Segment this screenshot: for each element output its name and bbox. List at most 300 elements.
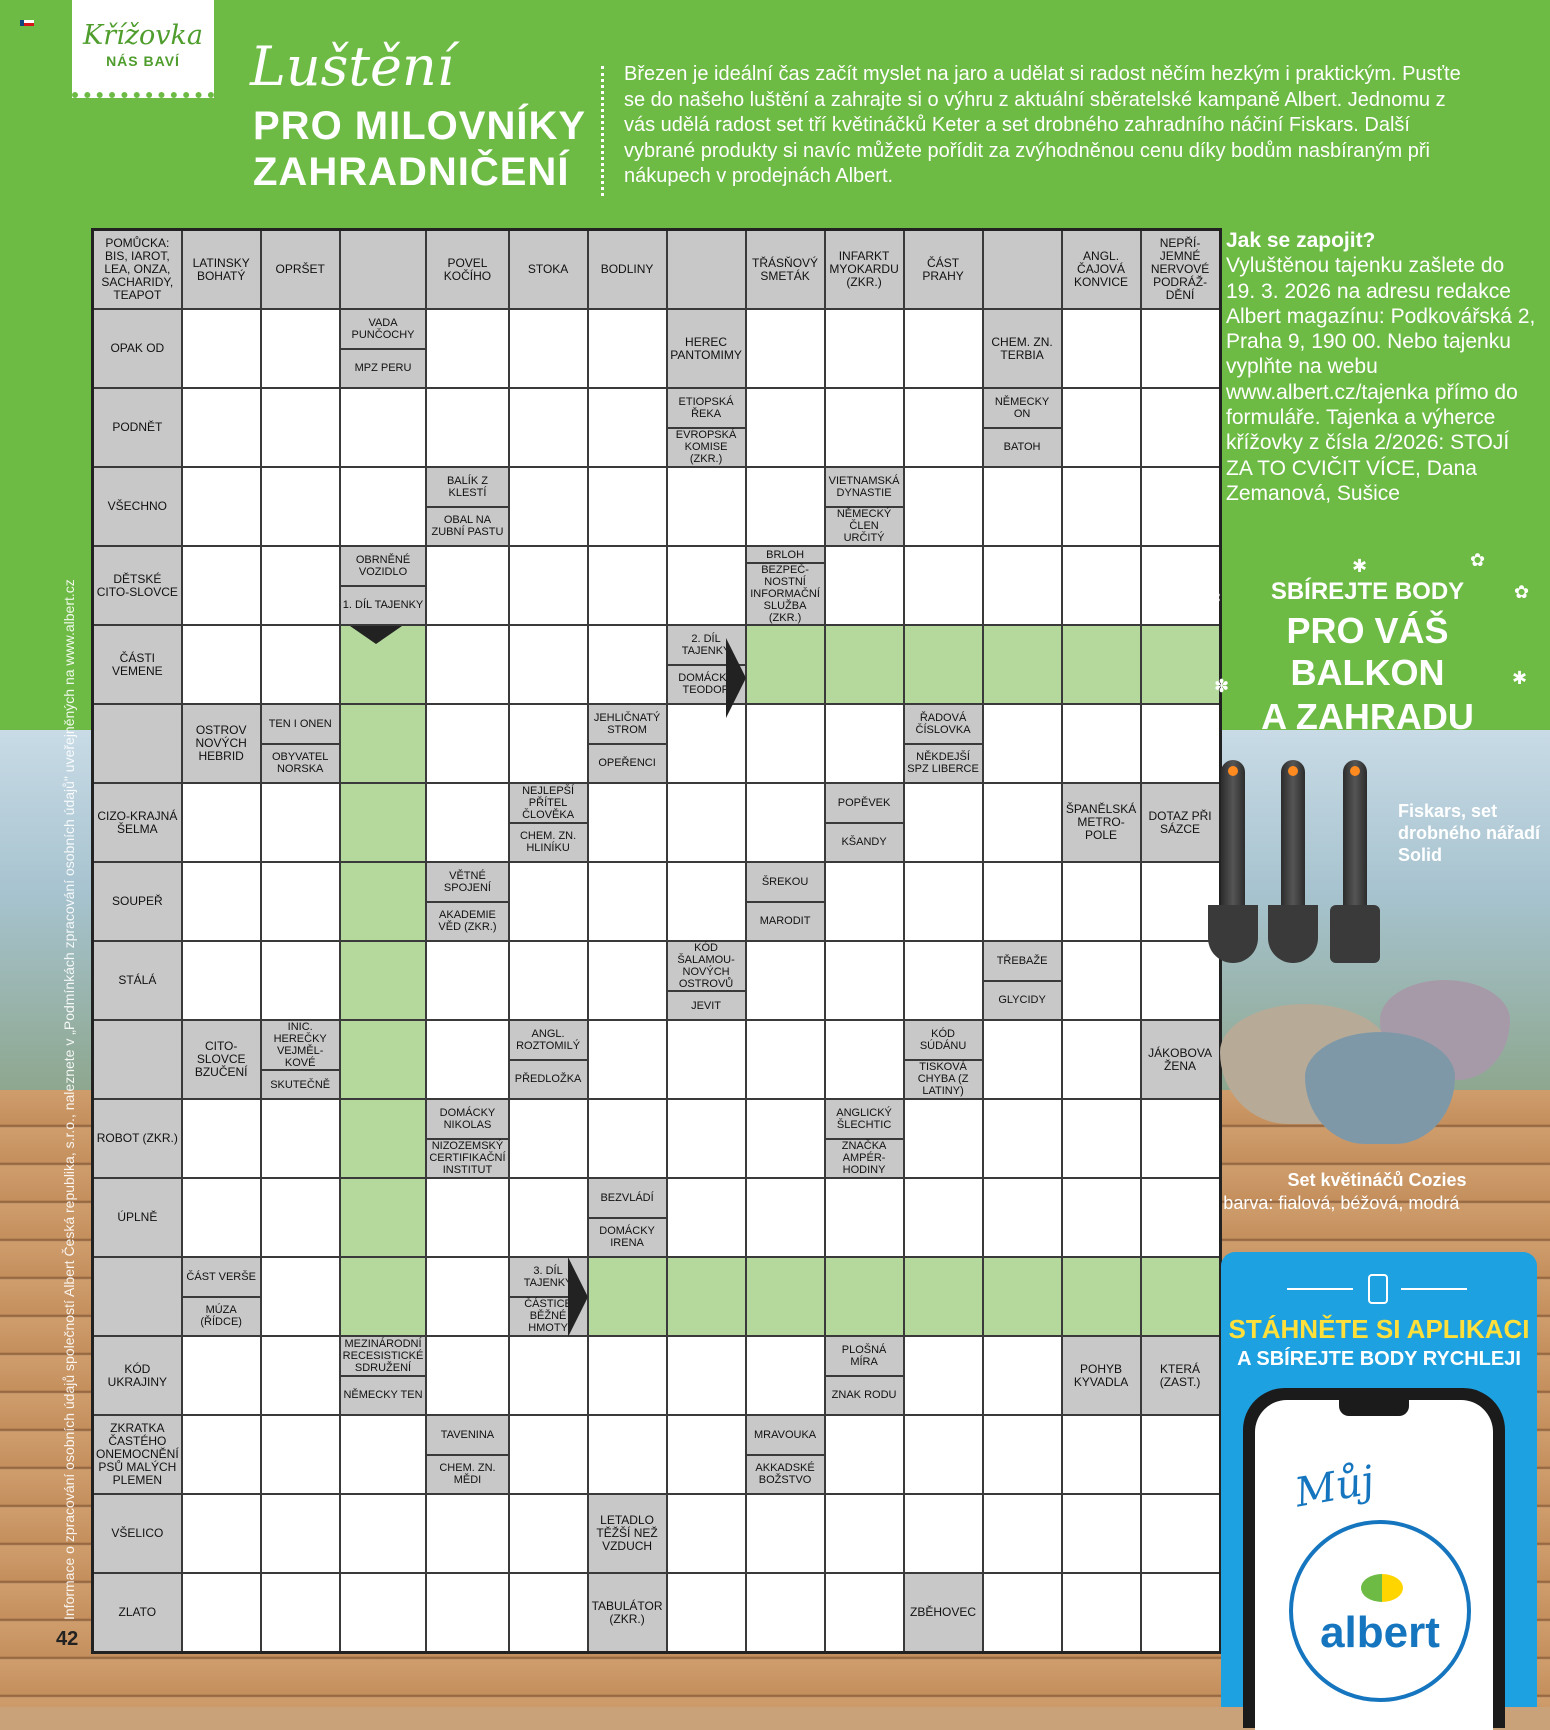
divider <box>1401 1288 1467 1290</box>
answer-cell[interactable] <box>983 783 1062 862</box>
clue-stack <box>668 942 745 1019</box>
answer-cell[interactable] <box>426 783 508 862</box>
answer-cell[interactable] <box>182 467 261 546</box>
answer-cell[interactable] <box>261 546 340 625</box>
clue-cell <box>93 1257 182 1336</box>
solution-cell[interactable] <box>1141 1257 1221 1336</box>
clue-cell <box>93 1415 182 1494</box>
answer-cell[interactable] <box>426 1573 508 1653</box>
answer-cell[interactable] <box>261 309 340 388</box>
answer-cell[interactable] <box>904 546 983 625</box>
clue-text: ZKRATKA ČASTÉHO ONEMOCNĚNÍ PSŮ MALÝCH PLEMEN <box>96 1421 179 1487</box>
answer-cell[interactable] <box>825 546 904 625</box>
points-promo <box>1205 578 1530 738</box>
clue-text: CHEM. ZN. HLINÍKU <box>510 822 587 862</box>
clue-stack <box>984 231 1061 308</box>
clue-text: INFARKT MYOKARDU (ZKR.) <box>829 249 899 289</box>
answer-cell[interactable] <box>261 783 340 862</box>
clue-text: POPĚVEK <box>837 796 891 809</box>
clue-text: NĚKDEJŠÍ SPZ LIBERCE <box>905 743 982 783</box>
clue-stack <box>1142 784 1219 861</box>
answer-cell[interactable] <box>426 704 508 783</box>
answer-cell[interactable] <box>904 309 983 388</box>
answer-cell[interactable] <box>426 941 508 1020</box>
answer-cell[interactable] <box>509 467 588 546</box>
answer-cell[interactable] <box>588 1099 667 1178</box>
answer-cell[interactable] <box>904 783 983 862</box>
solution-cell[interactable] <box>340 1020 427 1099</box>
answer-cell[interactable] <box>509 862 588 941</box>
answer-cell[interactable] <box>182 1573 261 1653</box>
clue-text: JEHLIČNATÝ STROM <box>593 711 661 736</box>
answer-cell[interactable] <box>588 467 667 546</box>
clue-stack <box>94 547 181 624</box>
answer-cell[interactable] <box>261 1336 340 1415</box>
answer-cell[interactable] <box>182 546 261 625</box>
clue-stack <box>262 231 339 308</box>
clue-cell <box>426 230 508 310</box>
answer-cell[interactable] <box>904 1178 983 1257</box>
answer-cell[interactable] <box>746 309 825 388</box>
answer-cell[interactable] <box>667 1099 746 1178</box>
answer-cell[interactable] <box>182 1336 261 1415</box>
answer-cell[interactable] <box>904 941 983 1020</box>
answer-cell[interactable] <box>667 1178 746 1257</box>
answer-cell[interactable] <box>182 309 261 388</box>
answer-cell[interactable] <box>1141 467 1221 546</box>
grid-row <box>93 1415 1221 1494</box>
answer-cell[interactable] <box>1062 467 1141 546</box>
clue-stack <box>94 310 181 387</box>
clue-text: VIETNAMSKÁ DYNASTIE <box>828 474 900 499</box>
clue-stack <box>94 1337 181 1414</box>
clue-text: NĚMECKY TEN <box>341 1375 426 1415</box>
solution-cell[interactable] <box>340 1099 427 1178</box>
clue-cell <box>93 783 182 862</box>
answer-cell[interactable] <box>746 388 825 467</box>
answer-cell[interactable] <box>825 388 904 467</box>
solution-cell[interactable] <box>340 1257 427 1336</box>
clue-text: STOKA <box>527 262 569 276</box>
answer-cell[interactable] <box>1141 1415 1221 1494</box>
clue-cell <box>426 1099 508 1178</box>
answer-cell[interactable] <box>983 1099 1062 1178</box>
answer-cell[interactable] <box>746 1099 825 1178</box>
answer-cell[interactable] <box>261 1415 340 1494</box>
clue-text: TAVENINA <box>440 1428 495 1441</box>
clue-cell <box>667 941 746 1020</box>
answer-cell[interactable] <box>667 467 746 546</box>
grid-row <box>93 704 1221 783</box>
star-icon: ✱ <box>1512 668 1528 688</box>
answer-cell[interactable] <box>1062 704 1141 783</box>
phone-notch <box>1339 1400 1409 1416</box>
answer-cell[interactable] <box>983 1336 1062 1415</box>
answer-cell[interactable] <box>426 1494 508 1573</box>
answer-cell[interactable] <box>1062 1178 1141 1257</box>
answer-cell[interactable] <box>983 862 1062 941</box>
answer-cell[interactable] <box>1062 1020 1141 1099</box>
answer-cell[interactable] <box>426 309 508 388</box>
tool-handle-ring <box>1350 766 1360 776</box>
answer-cell[interactable] <box>983 1573 1062 1653</box>
answer-cell[interactable] <box>825 309 904 388</box>
clue-stack <box>589 231 666 308</box>
answer-cell[interactable] <box>509 388 588 467</box>
answer-cell[interactable] <box>588 388 667 467</box>
answer-cell[interactable] <box>588 546 667 625</box>
clue-cell <box>588 1178 667 1257</box>
solution-cell[interactable] <box>746 1257 825 1336</box>
clue-text: DOMÁCKY NIKOLAS <box>439 1106 496 1131</box>
answer-cell[interactable] <box>340 1494 427 1573</box>
solution-cell[interactable] <box>1062 625 1141 704</box>
answer-cell[interactable] <box>1062 546 1141 625</box>
answer-cell[interactable] <box>1062 1415 1141 1494</box>
privacy-note: Informace o zpracování osobních údajů společností Albert Česká republika, s.r.o., naleznete v „Podmínkách zpracování osobních údajů" uveřejněných na www.albert.cz <box>61 579 77 1620</box>
clue-stack <box>94 1179 181 1256</box>
clue-cell <box>825 467 904 546</box>
answer-cell[interactable] <box>1141 1178 1221 1257</box>
answer-cell[interactable] <box>182 1178 261 1257</box>
answer-cell[interactable] <box>182 625 261 704</box>
solution-cell[interactable] <box>340 783 427 862</box>
page-number: 42 <box>56 1628 79 1650</box>
answer-cell[interactable] <box>261 1494 340 1573</box>
clue-text: VADA PUNČOCHY <box>351 316 415 341</box>
clue-cell <box>93 704 182 783</box>
clue-text: 2. DÍL TAJENKY <box>681 632 731 657</box>
grid-row <box>93 783 1221 862</box>
answer-cell[interactable] <box>426 625 508 704</box>
answer-cell[interactable] <box>746 1178 825 1257</box>
clue-cell <box>509 783 588 862</box>
answer-cell[interactable] <box>588 1415 667 1494</box>
answer-cell[interactable] <box>746 1573 825 1653</box>
clue-text <box>341 231 426 308</box>
answer-cell[interactable] <box>825 862 904 941</box>
answer-cell[interactable] <box>509 1494 588 1573</box>
answer-cell[interactable] <box>588 783 667 862</box>
clue-text: VŠELICO <box>111 1526 164 1540</box>
clue-text: 3. DÍL TAJENKY <box>523 1264 573 1289</box>
clue-cell <box>825 1336 904 1415</box>
clue-text: NEJLEPŠÍ PŘÍTEL ČLOVĚKA <box>522 784 575 821</box>
answer-cell[interactable] <box>825 1573 904 1653</box>
clue-stack <box>262 1021 339 1098</box>
clue-cell <box>667 309 746 388</box>
answer-cell[interactable] <box>182 941 261 1020</box>
answer-cell[interactable] <box>904 862 983 941</box>
answer-cell[interactable] <box>667 1020 746 1099</box>
clue-cell <box>746 546 825 625</box>
clue-cell <box>904 230 983 310</box>
answer-cell[interactable] <box>825 1178 904 1257</box>
answer-cell[interactable] <box>746 1494 825 1573</box>
headline-line-1: PRO MILOVNÍKY <box>253 104 587 148</box>
solution-arrow-right-icon <box>568 1257 588 1337</box>
clue-stack <box>427 231 507 308</box>
solution-cell[interactable] <box>904 1257 983 1336</box>
answer-cell[interactable] <box>340 388 427 467</box>
answer-cell[interactable] <box>1141 388 1221 467</box>
clue-cell <box>340 230 427 310</box>
answer-cell[interactable] <box>904 1494 983 1573</box>
clue-cell <box>1141 230 1221 310</box>
answer-cell[interactable] <box>426 1020 508 1099</box>
answer-cell[interactable] <box>509 1573 588 1653</box>
answer-cell[interactable] <box>825 1020 904 1099</box>
clue-stack <box>1142 231 1219 308</box>
clue-text: TŘÁSŇOVÝ SMETÁK <box>752 255 819 283</box>
answer-cell[interactable] <box>1062 388 1141 467</box>
answer-cell[interactable] <box>983 1494 1062 1573</box>
answer-cell[interactable] <box>261 467 340 546</box>
answer-cell[interactable] <box>182 862 261 941</box>
clue-stack <box>510 1021 587 1098</box>
clue-text: NIZOZEMSKÝ CERTIFIKAČNÍ INSTITUT <box>427 1138 507 1178</box>
answer-cell[interactable] <box>426 388 508 467</box>
answer-cell[interactable] <box>509 1099 588 1178</box>
clue-cell <box>746 230 825 310</box>
answer-cell[interactable] <box>509 546 588 625</box>
answer-cell[interactable] <box>1141 1099 1221 1178</box>
answer-cell[interactable] <box>261 862 340 941</box>
answer-cell[interactable] <box>261 388 340 467</box>
clue-stack <box>984 942 1061 1019</box>
clue-text: ZNAK RODU <box>826 1375 903 1415</box>
clue-stack <box>94 231 181 308</box>
clue-stack <box>589 1574 666 1651</box>
answer-cell[interactable] <box>746 1020 825 1099</box>
answer-cell[interactable] <box>1062 1494 1141 1573</box>
answer-cell[interactable] <box>983 1178 1062 1257</box>
sidebar-note <box>46 250 86 1620</box>
clue-cell <box>182 1020 261 1099</box>
intro-divider <box>601 66 604 196</box>
clue-cell <box>1141 783 1221 862</box>
clue-stack <box>94 1258 181 1335</box>
answer-cell[interactable] <box>1141 309 1221 388</box>
clue-stack <box>183 1258 260 1335</box>
answer-cell[interactable] <box>261 1178 340 1257</box>
clue-stack <box>341 547 426 624</box>
answer-cell[interactable] <box>1062 941 1141 1020</box>
answer-cell[interactable] <box>426 1178 508 1257</box>
answer-cell[interactable] <box>509 625 588 704</box>
answer-cell[interactable] <box>261 625 340 704</box>
answer-cell[interactable] <box>825 1415 904 1494</box>
answer-cell[interactable] <box>588 1020 667 1099</box>
clue-text: JÁKOBOVA ŽENA <box>1148 1045 1212 1073</box>
clue-stack <box>589 1179 666 1256</box>
clue-cell <box>182 230 261 310</box>
clue-text: NĚMECKÝ ČLEN URČITÝ <box>826 506 903 546</box>
albert-bird-icon <box>1361 1574 1403 1602</box>
solution-cell[interactable] <box>983 625 1062 704</box>
answer-cell[interactable] <box>261 941 340 1020</box>
solution-cell[interactable] <box>667 1257 746 1336</box>
phone-icon <box>1368 1274 1388 1304</box>
clue-text: GLYCIDY <box>984 980 1061 1020</box>
clue-text: ŠREKOU <box>761 875 809 888</box>
clue-text: VŠECHNO <box>107 499 167 513</box>
solution-cell[interactable] <box>1062 1257 1141 1336</box>
clue-cell <box>261 230 340 310</box>
grid-row <box>93 862 1221 941</box>
answer-cell[interactable] <box>509 1415 588 1494</box>
answer-cell[interactable] <box>667 1336 746 1415</box>
answer-cell[interactable] <box>182 1099 261 1178</box>
answer-cell[interactable] <box>746 1336 825 1415</box>
clue-cell <box>93 388 182 467</box>
answer-cell[interactable] <box>426 1257 508 1336</box>
clue-text: VĚTNÉ SPOJENÍ <box>443 869 491 894</box>
solution-cell[interactable] <box>825 625 904 704</box>
answer-cell[interactable] <box>426 546 508 625</box>
clue-text: EVROPSKÁ KOMISE (ZKR.) <box>668 427 745 467</box>
answer-cell[interactable] <box>983 546 1062 625</box>
clue-cell <box>904 1020 983 1099</box>
solution-cell[interactable] <box>340 862 427 941</box>
answer-cell[interactable] <box>667 783 746 862</box>
answer-cell[interactable] <box>904 1336 983 1415</box>
answer-cell[interactable] <box>340 1415 427 1494</box>
clue-stack <box>94 389 181 466</box>
clue-text <box>94 1258 181 1335</box>
answer-cell[interactable] <box>182 783 261 862</box>
answer-cell[interactable] <box>588 862 667 941</box>
clue-cell <box>1062 783 1141 862</box>
clue-text: ŘADOVÁ ČÍSLOVKA <box>915 711 971 736</box>
answer-cell[interactable] <box>667 862 746 941</box>
answer-cell[interactable] <box>509 941 588 1020</box>
answer-cell[interactable] <box>1062 1099 1141 1178</box>
clue-text: TABULÁTOR (ZKR.) <box>591 1598 663 1626</box>
clue-stack <box>668 389 745 466</box>
clue-text: MEZINÁRODNÍ RECESISTICKÉ SDRUŽENÍ <box>342 1337 424 1374</box>
solution-cell[interactable] <box>340 941 427 1020</box>
answer-cell[interactable] <box>983 467 1062 546</box>
answer-cell[interactable] <box>588 309 667 388</box>
answer-cell[interactable] <box>1062 1573 1141 1653</box>
clue-stack <box>747 863 824 940</box>
answer-cell[interactable] <box>983 704 1062 783</box>
solution-cell[interactable] <box>340 1178 427 1257</box>
answer-cell[interactable] <box>340 1573 427 1653</box>
clue-text: DOMÁCKY IRENA <box>589 1217 666 1257</box>
clue-text: LETADLO TĚŽŠÍ NEŽ VZDUCH <box>596 1513 658 1553</box>
answer-cell[interactable] <box>667 1494 746 1573</box>
solution-cell[interactable] <box>983 1257 1062 1336</box>
answer-cell[interactable] <box>1062 309 1141 388</box>
answer-cell[interactable] <box>746 467 825 546</box>
clue-stack <box>94 1100 181 1177</box>
clue-cell <box>93 309 182 388</box>
solution-cell[interactable] <box>746 625 825 704</box>
clue-text: SOUPEŘ <box>111 894 163 908</box>
answer-cell[interactable] <box>509 1178 588 1257</box>
clue-text: ANGL. ČAJOVÁ KONVICE <box>1074 249 1129 289</box>
answer-cell[interactable] <box>182 1415 261 1494</box>
answer-cell[interactable] <box>746 783 825 862</box>
answer-cell[interactable] <box>261 1573 340 1653</box>
answer-cell[interactable] <box>667 1573 746 1653</box>
answer-cell[interactable] <box>182 1494 261 1573</box>
app-subtitle: A SBÍREJTE BODY RYCHLEJI <box>1237 1348 1521 1370</box>
answer-cell[interactable] <box>588 1336 667 1415</box>
solution-cell[interactable] <box>825 1257 904 1336</box>
answer-cell[interactable] <box>667 1415 746 1494</box>
answer-cell[interactable] <box>182 388 261 467</box>
clue-cell <box>1141 1336 1221 1415</box>
clue-cell <box>588 704 667 783</box>
answer-cell[interactable] <box>588 941 667 1020</box>
answer-cell[interactable] <box>340 467 427 546</box>
clue-cell <box>93 1020 182 1099</box>
answer-cell[interactable] <box>588 625 667 704</box>
answer-cell[interactable] <box>746 941 825 1020</box>
promo-headline-1: PRO VÁŠ BALKON <box>1286 610 1449 693</box>
clue-cell <box>904 704 983 783</box>
answer-cell[interactable] <box>904 1099 983 1178</box>
clue-stack <box>94 1021 181 1098</box>
answer-cell[interactable] <box>983 1020 1062 1099</box>
solution-cell[interactable] <box>588 1257 667 1336</box>
clue-cell <box>983 309 1062 388</box>
answer-cell[interactable] <box>509 309 588 388</box>
answer-cell[interactable] <box>904 1415 983 1494</box>
answer-cell[interactable] <box>426 1336 508 1415</box>
clue-cell <box>93 467 182 546</box>
answer-cell[interactable] <box>904 388 983 467</box>
logo-script: Můj <box>1291 1457 1378 1517</box>
clue-text: BATOH <box>984 427 1061 467</box>
app-promo <box>1221 1252 1537 1707</box>
answer-cell[interactable] <box>825 941 904 1020</box>
clue-text: ANGLICKÝ ŠLECHTIC <box>836 1106 892 1131</box>
grid-row <box>93 625 1221 704</box>
answer-cell[interactable] <box>746 704 825 783</box>
answer-cell[interactable] <box>509 1336 588 1415</box>
flower-icon: ✽ <box>1206 588 1222 608</box>
answer-cell[interactable] <box>983 1415 1062 1494</box>
solution-cell[interactable] <box>904 625 983 704</box>
answer-cell[interactable] <box>261 1099 340 1178</box>
answer-cell[interactable] <box>509 704 588 783</box>
solution-cell[interactable] <box>340 704 427 783</box>
clue-cell <box>588 1573 667 1653</box>
answer-cell[interactable] <box>1062 862 1141 941</box>
answer-cell[interactable] <box>904 467 983 546</box>
clue-stack <box>668 231 745 308</box>
clue-stack <box>427 468 507 545</box>
app-title: STÁHNĚTE SI APLIKACI <box>1228 1314 1530 1344</box>
answer-cell[interactable] <box>825 704 904 783</box>
answer-cell[interactable] <box>1141 941 1221 1020</box>
clue-text: AKADEMIE VĚD (ZKR.) <box>427 901 507 941</box>
clue-text: ÚPLNĚ <box>117 1210 158 1224</box>
planter-blue <box>1305 1032 1455 1144</box>
answer-cell[interactable] <box>261 1257 340 1336</box>
clue-text: KÓD UKRAJINY <box>107 1361 167 1389</box>
cozies-colors: • barva: fialová, béžová, modrá <box>1212 1193 1460 1213</box>
answer-cell[interactable] <box>667 546 746 625</box>
answer-cell[interactable] <box>1141 1573 1221 1653</box>
answer-cell[interactable] <box>1141 1494 1221 1573</box>
answer-cell[interactable] <box>825 1494 904 1573</box>
clue-text: PODNĚT <box>112 420 163 434</box>
